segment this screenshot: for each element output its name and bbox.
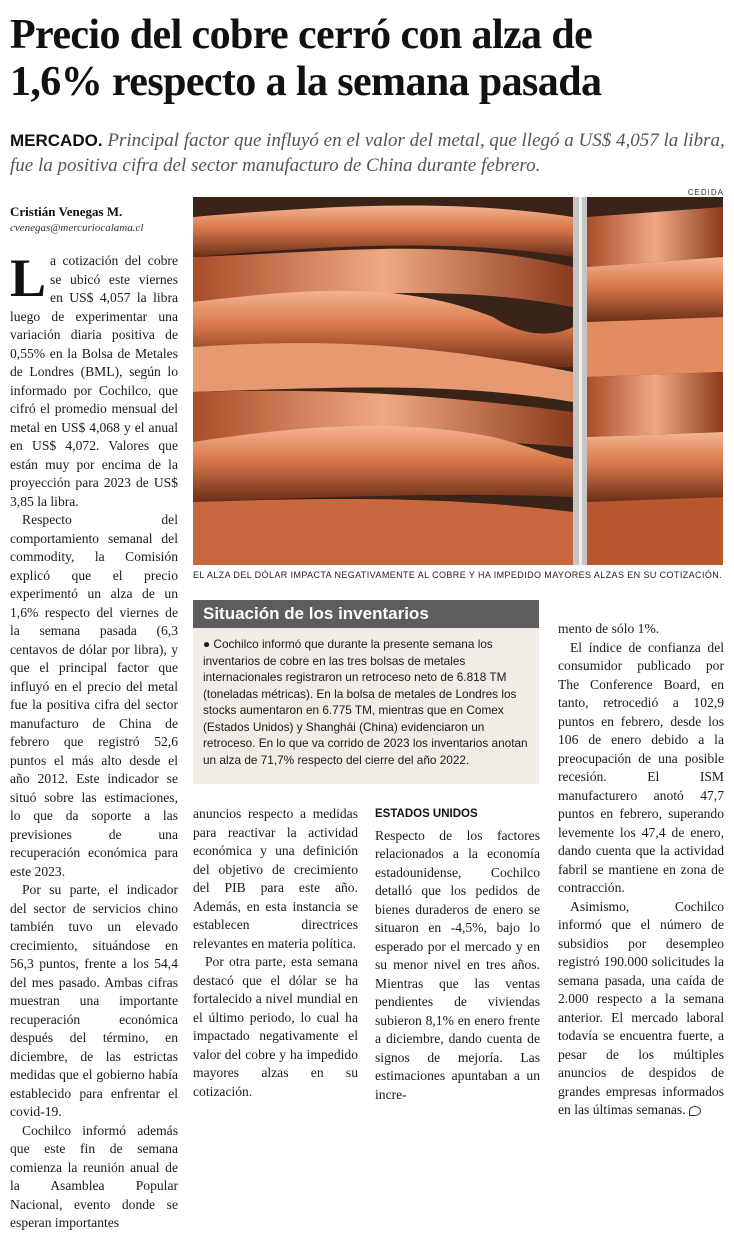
bullet-icon: ● (203, 637, 211, 651)
headline-line-1: Precio del cobre cerró con alza de (10, 12, 593, 58)
article-column-2 (193, 805, 358, 1101)
headline-line-2: 1,6% respecto a la semana pasada (10, 59, 602, 105)
author-name: Cristián Venegas M. (10, 204, 123, 219)
drop-cap: L (10, 248, 47, 308)
paragraph: La cotización del cobre se ubicó este viernes en US$ 4,057 la libra luego de experimentar una variación diaria positiva de 0,55% en la Bolsa de Metales de Londres (BML), según lo informado por Cochilco, que cifró el promedio mensual del metal en US$ 4,068 y el anual en US$ 4,072. Valores que están muy por encima de la proyección para 2023 de US$ 3,85 la libra. (10, 248, 178, 509)
lead-text: Principal factor que influyó en el valor del metal, que llegó a US$ 4,057 la libra, fue la positiva cifra del sector manufacturo de China durante febrero. (10, 130, 725, 176)
article-column-1 (10, 248, 178, 1233)
article-column-3 (375, 805, 540, 1104)
article-column-4 (558, 620, 724, 1120)
copper-sheets-photo (193, 197, 723, 565)
paragraph: Asimismo, Cochilco informó que el número de subsidios por desempleo registró 190.000 solicitudes la semana pasada, una caída de 2.000 respecto a la semana anterior. El mercado laboral todavía se encuentra fuerte, a pesar de los múltiples anuncios de despidos de grandes empresas informados en las últimas semanas. (558, 898, 724, 1117)
photo-caption: EL ALZA DEL DÓLAR IMPACTA NEGATIVAMENTE AL COBRE Y HA IMPEDIDO MAYORES ALZAS EN SU COTIZACIÓN. (193, 570, 723, 580)
section-kicker: MERCADO. (10, 131, 103, 150)
inventory-box-text: ● Cochilco informó que durante la presente semana los inventarios de cobre en las tres bolsas de metales internacionales registraron un retroceso neto de 6.818 TM (toneladas métricas). En la bolsa de metales de Londres los stocks aumentaron en 6.775 TM, mientras que en Comex (Estados Unidos) y Shanghái (China) evidenciaron un retroceso. En lo que va corrido de 2023 los inventarios anotan un alza de 71,7% respecto del cierre del año 2022. (203, 637, 528, 767)
subheading-estados-unidos: ESTADOS UNIDOS (375, 808, 478, 820)
paragraph: mento de sólo 1%. (558, 621, 660, 636)
lead-paragraph (10, 128, 726, 178)
paragraph: El índice de confianza del consumidor publicado por The Conference Board, en tanto, retrocedió a 102,9 puntos en febrero, desde los 106 de enero debido a la preocupación de una posible recesión. El ISM manufacturero anotó 47,7 puntos en febrero, superando levemente los 47,4 de enero, dando cuenta que la actividad fabril se mantiene en zona de contracción. (558, 639, 724, 895)
copper-sheets-illustration (193, 197, 723, 565)
paragraph: Respecto de los factores relacionados a la economía estadounidense, Cochilco detalló que los pedidos de bienes duraderos de enero se situaron en -4,5%, bajo lo esperado por el mercado y en su menor nivel en tres años. Mientras que las ventas pendientes de viviendas subieron 8,1% en enero frente a diciembre, dando cuenta de signos de mejoría. Las estimaciones apuntaban a un incre- (375, 827, 540, 1102)
photo-credit: CEDIDA (687, 188, 724, 197)
end-mark-icon (689, 1106, 701, 1116)
headline (10, 12, 726, 106)
paragraph: anuncios respecto a medidas para reactivar la actividad económica y una definición del objetivo de crecimiento del PIB para este año. Además, en esta instancia se establecen directrices relevantes en materia política. (193, 806, 358, 951)
paragraph: Por su parte, el indicador del sector de servicios chino también tuvo un elevado crecimiento, situándose en 56,3 puntos, frente a los 54,4 del mes pasado. Ambas cifras muestran una importante recuperación económica después del término, en diciembre, de las estrictas medidas que el gobierno había establecido para enfrentar el covid-19. (10, 882, 178, 1119)
paragraph: Respecto del comportamiento semanal del commodity, la Comisión explicó que el precio experimentó un alza de un 1,6% respecto del viernes de la semana pasada (6,3 centavos de dólar por libra), y que el principal factor que influyó en el precio del metal fue la positiva cifra del sector manufacturo de China de febrero que registró 52,6 puntos el más alto desde el año 2012. Este indicador se situó sobre las estimaciones, lo que da soporte a las previsiones de una recuperación económica para este 2023. (10, 512, 178, 879)
inventory-box-title: Situación de los inventarios (193, 600, 539, 628)
paragraph: Por otra parte, esta semana destacó que el dólar se ha fortalecido a nivel mundial en el último periodo, lo cual ha impactado negativamente el valor del cobre y ha impedido mayores alzas en su cotización. (193, 954, 358, 1099)
paragraph: Cochilco informó además que este fin de semana comienza la reunión anual de la Asamblea Popular Nacional, evento donde se esperan importantes (10, 1122, 178, 1230)
author-email: cvenegas@mercuriocalama.cl (10, 222, 144, 234)
